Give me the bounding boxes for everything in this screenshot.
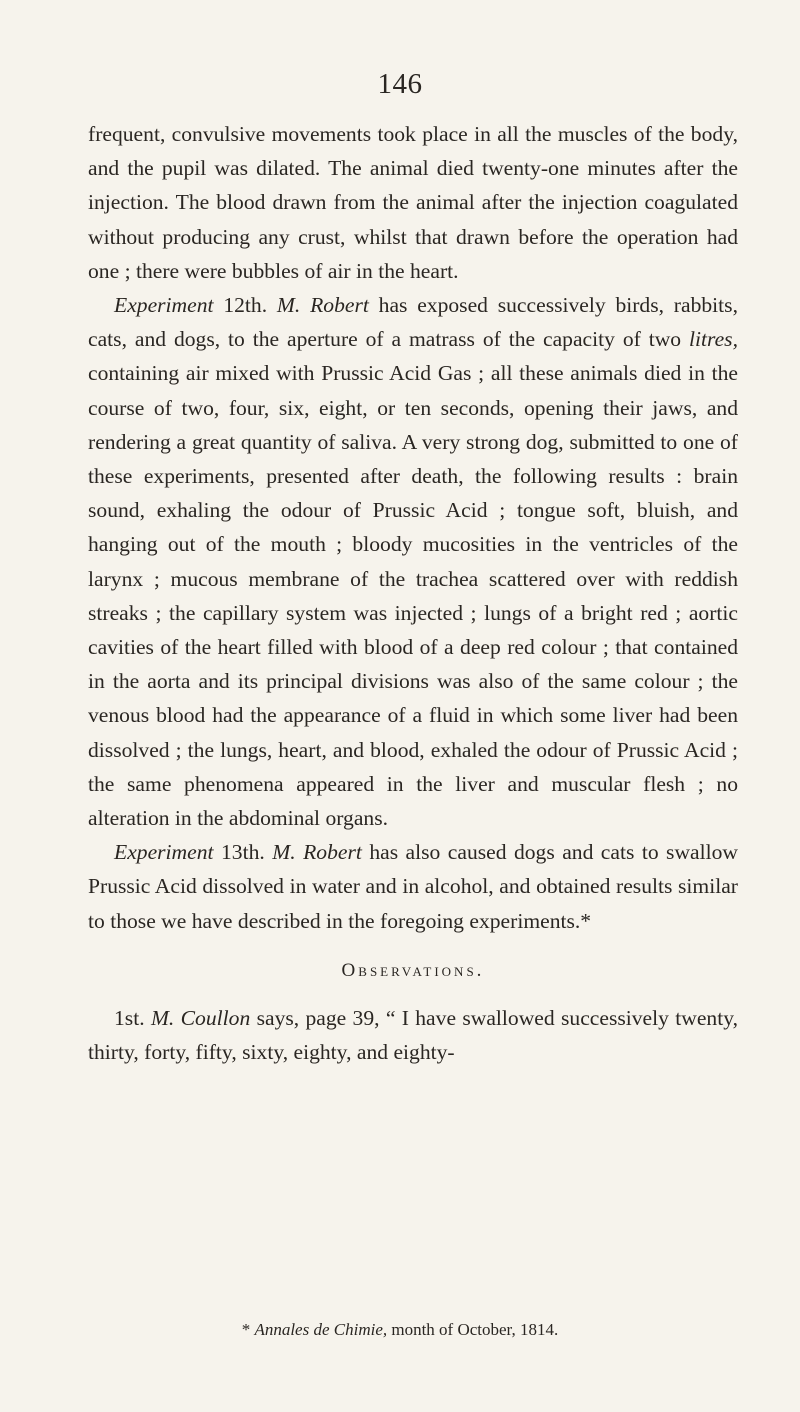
paragraph-experiment-13 bbox=[88, 835, 738, 938]
paragraph-text: has also caused dogs and cats to swallow Prussic Acid dissolved in water and in alcohol, and obtained results similar to those we have described in the foregoing experiments.* bbox=[88, 840, 739, 933]
observation-number: 1st. bbox=[114, 1005, 145, 1030]
author-prefix: M. bbox=[272, 840, 296, 865]
footnote-mark: * bbox=[241, 1320, 251, 1339]
italic-term: litres, bbox=[689, 327, 738, 352]
experiment-number: 13th. bbox=[221, 840, 265, 865]
paragraph-continuation: frequent, convulsive movements took place in all the muscles of the body, and the pupil was dilated. The animal died twenty-one minutes after the injection. The blood drawn from the animal after the injection coagulated without producing any crust, whilst that drawn before the operation had one ; there were bubbles of air in the heart. bbox=[88, 122, 738, 283]
experiment-label: Experiment bbox=[114, 293, 214, 318]
section-heading: Observations. bbox=[341, 959, 485, 981]
footnote-source: Annales de Chimie, bbox=[254, 1320, 388, 1339]
author-name: Robert bbox=[303, 840, 362, 865]
page-number: 146 bbox=[377, 68, 423, 100]
experiment-label: Experiment bbox=[114, 840, 214, 865]
paragraph-experiment-12 bbox=[88, 288, 738, 835]
footnote bbox=[0, 1320, 800, 1340]
paragraph-observation-1 bbox=[88, 1001, 738, 1069]
body-text bbox=[88, 117, 738, 1069]
author-name: Robert bbox=[310, 293, 369, 318]
author-prefix: M. bbox=[276, 293, 301, 318]
paragraph-text: has exposed successively birds, rabbits, cats, and dogs, to the aperture of a matrass of the capacity of two bbox=[88, 293, 738, 352]
paragraph-text: containing air mixed with Prussic Acid Gas ; all these animals died in the course of two, four, six, eight, or ten seconds, opening their jaws, and rendering a great quantity of saliva. A very strong dog, submitted to one of these experiments, presented after death, the following results : brain sound, exhaling the odour of Prussic Acid ; tongue soft, bluish, and hanging out of the mouth ; bloody mucosities in the ventricles of the larynx ; mucous membrane of the trachea scattered over with reddish streaks ; the capillary system was injected ; lungs of a bright red ; aortic cavities of the heart filled with blood of a deep red colour ; that contained in the aorta and its principal divisions was also of the same colour ; the venous blood had the appearance of a fluid in which some liver had been dissolved ; the lungs, heart, and blood, exhaled the odour of Prussic Acid ; the same phenomena appeared in the liver and muscular flesh ; no alteration in the abdominal organs. bbox=[88, 361, 738, 831]
paragraph-text: says, page 39, “ I have swallowed successively twenty, thirty, forty, fifty, sixty, eighty, and eighty- bbox=[88, 1005, 739, 1065]
author-name: Coullon bbox=[180, 1005, 251, 1030]
footnote-text: month of October, 1814. bbox=[391, 1320, 559, 1339]
experiment-number: 12th. bbox=[223, 293, 268, 318]
author-prefix: M. bbox=[150, 1005, 175, 1030]
